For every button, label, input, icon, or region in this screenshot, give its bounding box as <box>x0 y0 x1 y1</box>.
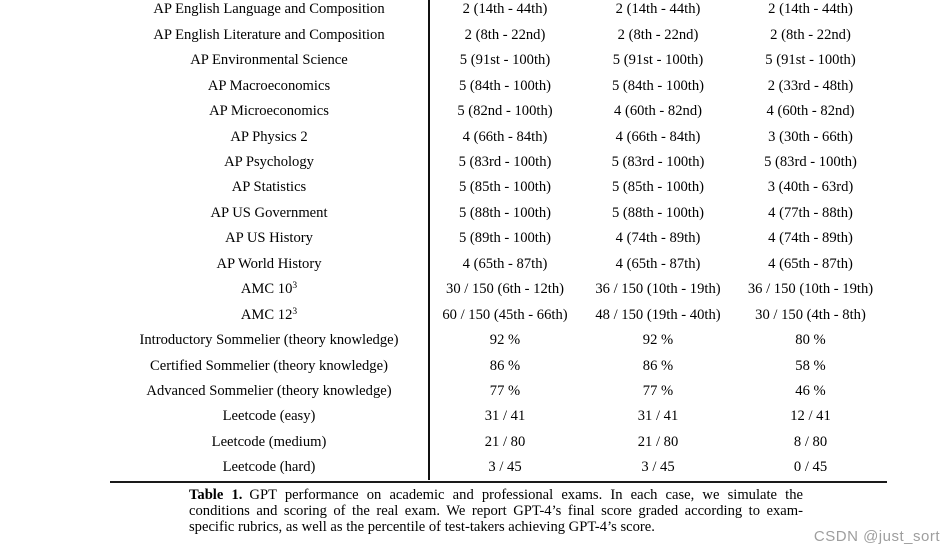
score-cell: 31 / 41 <box>637 408 679 425</box>
score-cell: 48 / 150 (19th - 40th) <box>595 306 721 323</box>
score-cell: 92 % <box>489 332 521 349</box>
score-cell: 0 / 45 <box>793 459 828 476</box>
score-cell: 2 (8th - 22nd) <box>464 26 546 43</box>
table-row <box>110 0 887 22</box>
score-cell: 2 (8th - 22nd) <box>770 26 851 43</box>
exam-name: Leetcode (medium) <box>211 433 327 450</box>
score-cell: 4 (77th - 88th) <box>768 204 853 221</box>
score-cell: 2 (8th - 22nd) <box>617 26 699 43</box>
score-cell: 3 / 45 <box>488 459 522 476</box>
score-cell: 2 (14th - 44th) <box>462 1 548 18</box>
exam-name: AP Macroeconomics <box>207 77 331 94</box>
score-cell: 4 (60th - 82nd) <box>766 103 855 120</box>
score-cell: 5 (85th - 100th) <box>611 179 704 196</box>
score-cell: 5 (85th - 100th) <box>458 179 551 196</box>
score-cell: 3 (40th - 63rd) <box>767 179 854 196</box>
score-cell: 5 (84th - 100th) <box>458 77 551 94</box>
score-cell: 5 (89th - 100th) <box>458 230 551 247</box>
score-cell: 2 (14th - 44th) <box>768 1 853 18</box>
exam-name: Leetcode (easy) <box>222 408 316 425</box>
exam-name: AMC $12^3$ <box>240 306 298 323</box>
exam-name: AMC $10^3$ <box>240 281 298 298</box>
score-cell: 4 (66th - 84th) <box>462 128 548 145</box>
footnote-marker: 3 <box>292 306 298 317</box>
score-cell: 30 / 150 (4th - 8th) <box>755 306 866 323</box>
table-row <box>110 277 887 302</box>
table-row <box>110 99 887 124</box>
table-row <box>110 251 887 276</box>
table-row <box>110 353 887 378</box>
exam-name: AP Physics 2 <box>230 128 308 145</box>
exam-name: AP Environmental Science <box>190 52 348 69</box>
score-cell: 5 (88th - 100th) <box>611 204 704 221</box>
table-row <box>110 429 887 454</box>
score-cell: 4 (65th - 87th) <box>615 255 701 272</box>
exam-name: AP Statistics <box>231 179 307 196</box>
csdn-watermark: CSDN @just_sort <box>813 528 940 545</box>
table-row <box>110 328 887 353</box>
score-cell: 4 (65th - 87th) <box>768 255 853 272</box>
score-cell: 5 (91st - 100th) <box>612 52 704 69</box>
score-cell: 21 / 80 <box>637 433 679 450</box>
score-cell: 4 (66th - 84th) <box>615 128 701 145</box>
score-cell: 2 (33rd - 48th) <box>767 77 854 94</box>
table-row <box>110 201 887 226</box>
exam-name: AP Psychology <box>224 154 314 171</box>
score-cell: 36 / 150 (10th - 19th) <box>595 281 721 298</box>
column-divider-line <box>428 0 430 480</box>
table-caption-label: Table 1. <box>189 487 243 503</box>
table-caption-text: GPT performance on academic and professional exams. In each case, we simulate the conditions and scoring of the real exam. We report GPT-4’s final score graded according to exam-specific rubrics, as well as the percentile of test-takers achieving GPT-4’s score. <box>189 487 803 536</box>
exam-name: AP Microeconomics <box>209 103 329 120</box>
score-cell: 8 / 80 <box>793 433 828 450</box>
score-cell: 31 / 41 <box>484 408 526 425</box>
exam-name: AP World History <box>216 255 322 272</box>
score-cell: 77 % <box>642 382 674 399</box>
score-cell: 30 / 150 (6th - 12th) <box>446 281 564 298</box>
table-row <box>110 150 887 175</box>
score-cell: 4 (74th - 89th) <box>768 230 853 247</box>
score-cell: 5 (83rd - 100th) <box>764 154 857 171</box>
score-cell: 3 / 45 <box>641 459 675 476</box>
score-cell: 46 % <box>795 382 826 399</box>
score-cell: 4 (65th - 87th) <box>462 255 548 272</box>
table-caption <box>189 487 803 536</box>
score-cell: 12 / 41 <box>790 408 831 425</box>
score-cell: 5 (84th - 100th) <box>611 77 704 94</box>
score-cell: 2 (14th - 44th) <box>615 1 701 18</box>
table-row <box>110 48 887 73</box>
exam-name: AP English Literature and Composition <box>153 26 385 43</box>
table-row <box>110 22 887 47</box>
score-cell: 92 % <box>642 332 674 349</box>
score-cell: 86 % <box>642 357 674 374</box>
score-cell: 3 (30th - 66th) <box>768 128 853 145</box>
table-row <box>110 73 887 98</box>
score-cell: 5 (83rd - 100th) <box>611 154 705 171</box>
exam-table-rows <box>110 0 887 480</box>
score-cell: 4 (74th - 89th) <box>615 230 701 247</box>
footnote-marker: 3 <box>292 281 298 292</box>
score-cell: 5 (91st - 100th) <box>459 52 551 69</box>
table-row <box>110 379 887 404</box>
exam-name: AP US History <box>225 230 313 247</box>
score-cell: 77 % <box>489 382 521 399</box>
table-bottom-rule <box>110 481 887 483</box>
score-cell: 60 / 150 (45th - 66th) <box>442 306 568 323</box>
exam-name: Certified Sommelier (theory knowledge) <box>150 357 388 374</box>
score-cell: 21 / 80 <box>484 433 526 450</box>
score-cell: 58 % <box>795 357 826 374</box>
score-cell: 80 % <box>795 332 826 349</box>
exam-results-table <box>110 0 887 480</box>
exam-name: Introductory Sommelier (theory knowledge) <box>139 332 399 349</box>
exam-name: AP US Government <box>210 204 328 221</box>
score-cell: 36 / 150 (10th - 19th) <box>747 281 874 298</box>
table-row <box>110 226 887 251</box>
table-row <box>110 455 887 480</box>
table-row <box>110 124 887 149</box>
score-cell: 5 (83rd - 100th) <box>458 154 552 171</box>
table-row <box>110 404 887 429</box>
table-row <box>110 175 887 200</box>
exam-name: Advanced Sommelier (theory knowledge) <box>146 382 392 399</box>
score-cell: 86 % <box>489 357 521 374</box>
exam-name: Leetcode (hard) <box>222 459 316 476</box>
exam-name: AP English Language and Composition <box>153 1 385 18</box>
score-cell: 5 (91st - 100th) <box>765 52 856 69</box>
table-row <box>110 302 887 327</box>
score-cell: 5 (82nd - 100th) <box>457 103 553 120</box>
score-cell: 5 (88th - 100th) <box>458 204 551 221</box>
score-cell: 4 (60th - 82nd) <box>614 103 702 120</box>
